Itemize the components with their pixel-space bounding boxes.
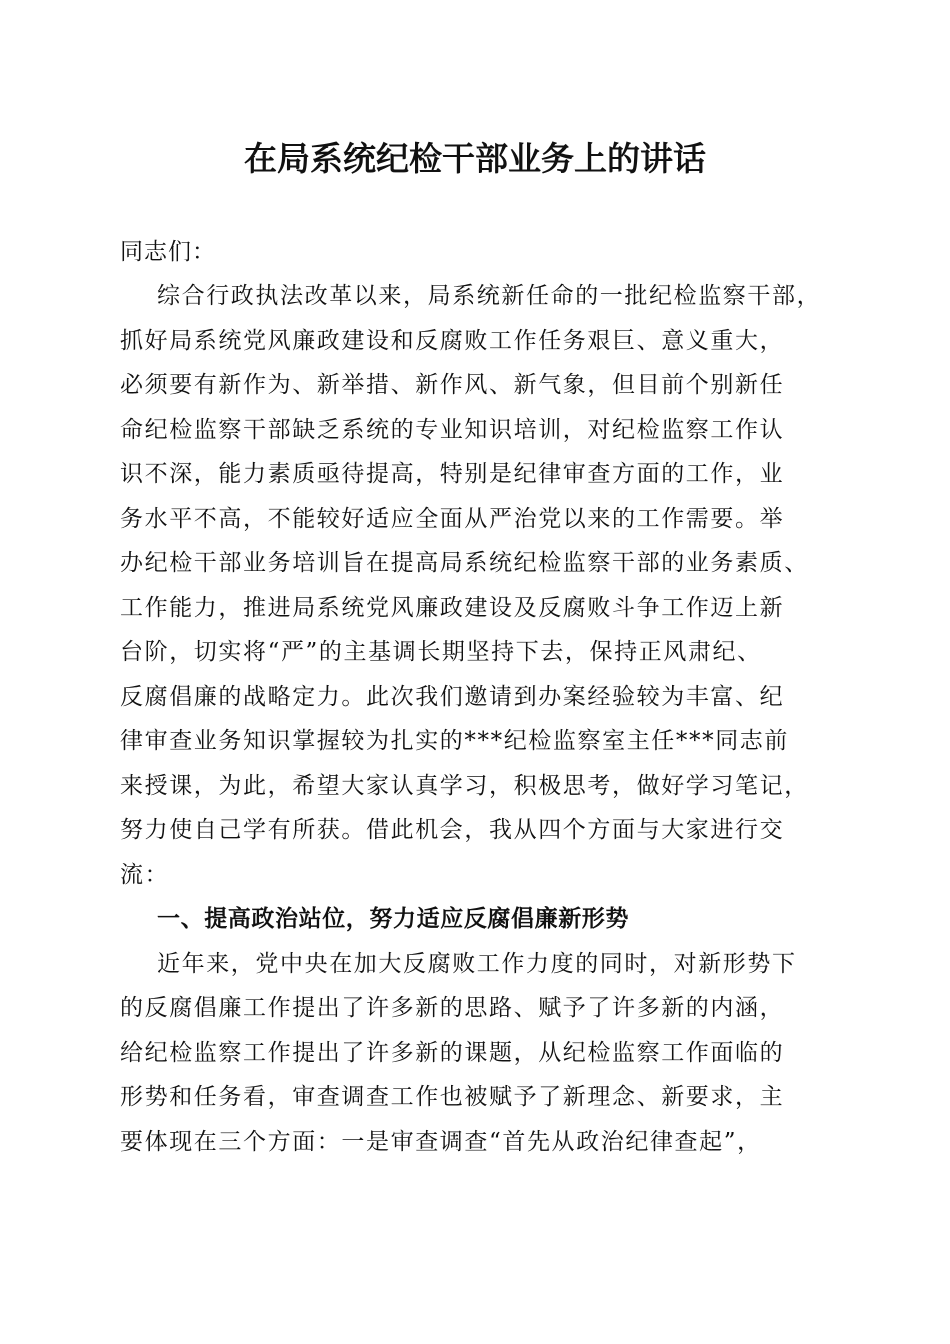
paragraph-line: 反腐倡廉的战略定力。此次我们邀请到办案经验较为丰富、纪 [120,683,785,710]
paragraph-line: 来授课，为此，希望大家认真学习，积极思考，做好学习笔记， [120,772,809,799]
section-heading-1: 一、提高政治站位，努力适应反腐倡廉新形势 [157,906,629,932]
paragraph-line: 律审查业务知识掌握较为扎实的***纪检监察室主任***同志前 [120,728,789,754]
paragraph-line: 给纪检监察工作提出了许多新的课题，从纪检监察工作面临的 [120,1039,785,1066]
paragraph-line: 务水平不高，不能较好适应全面从严治党以来的工作需要。举 [120,505,785,532]
paragraph-line: 命纪检监察干部缺乏系统的专业知识培训，对纪检监察工作认 [120,416,785,443]
paragraph-2 [120,942,835,1165]
paragraph-line: 必须要有新作为、新举措、新作风、新气象，但目前个别新任 [120,372,785,398]
paragraph-line: 办纪检干部业务培训旨在提高局系统纪检监察干部的业务素质、 [120,550,809,576]
paragraph-line: 要体现在三个方面：一是审查调查“首先从政治纪律查起”， [120,1128,762,1155]
document-title: 在局系统纪检干部业务上的讲话 [244,139,706,178]
paragraph-line: 近年来，党中央在加大反腐败工作力度的同时，对新形势下 [157,950,797,977]
greeting: 同志们： [120,239,216,265]
paragraph-line: 综合行政执法改革以来，局系统新任命的一批纪检监察干部， [157,283,822,309]
paragraph-line: 抓好局系统党风廉政建设和反腐败工作任务艰巨、意义重大， [120,327,785,354]
paragraph-line: 努力使自己学有所获。借此机会，我从四个方面与大家进行交 [120,817,785,843]
paragraph-line: 识不深，能力素质亟待提高，特别是纪律审查方面的工作，业 [120,461,785,487]
paragraph-line: 流： [120,861,170,888]
document-body [120,230,835,1164]
paragraph-line: 的反腐倡廉工作提出了许多新的思路、赋予了许多新的内涵， [120,995,785,1021]
paragraph-line: 形势和任务看，审查调查工作也被赋予了新理念、新要求，主 [120,1084,785,1110]
paragraph-line: 台阶，切实将“严”的主基调长期坚持下去，保持正风肃纪、 [120,639,762,665]
paragraph-1 [120,274,835,897]
paragraph-line: 工作能力，推进局系统党风廉政建设及反腐败斗争工作迈上新 [120,594,785,621]
